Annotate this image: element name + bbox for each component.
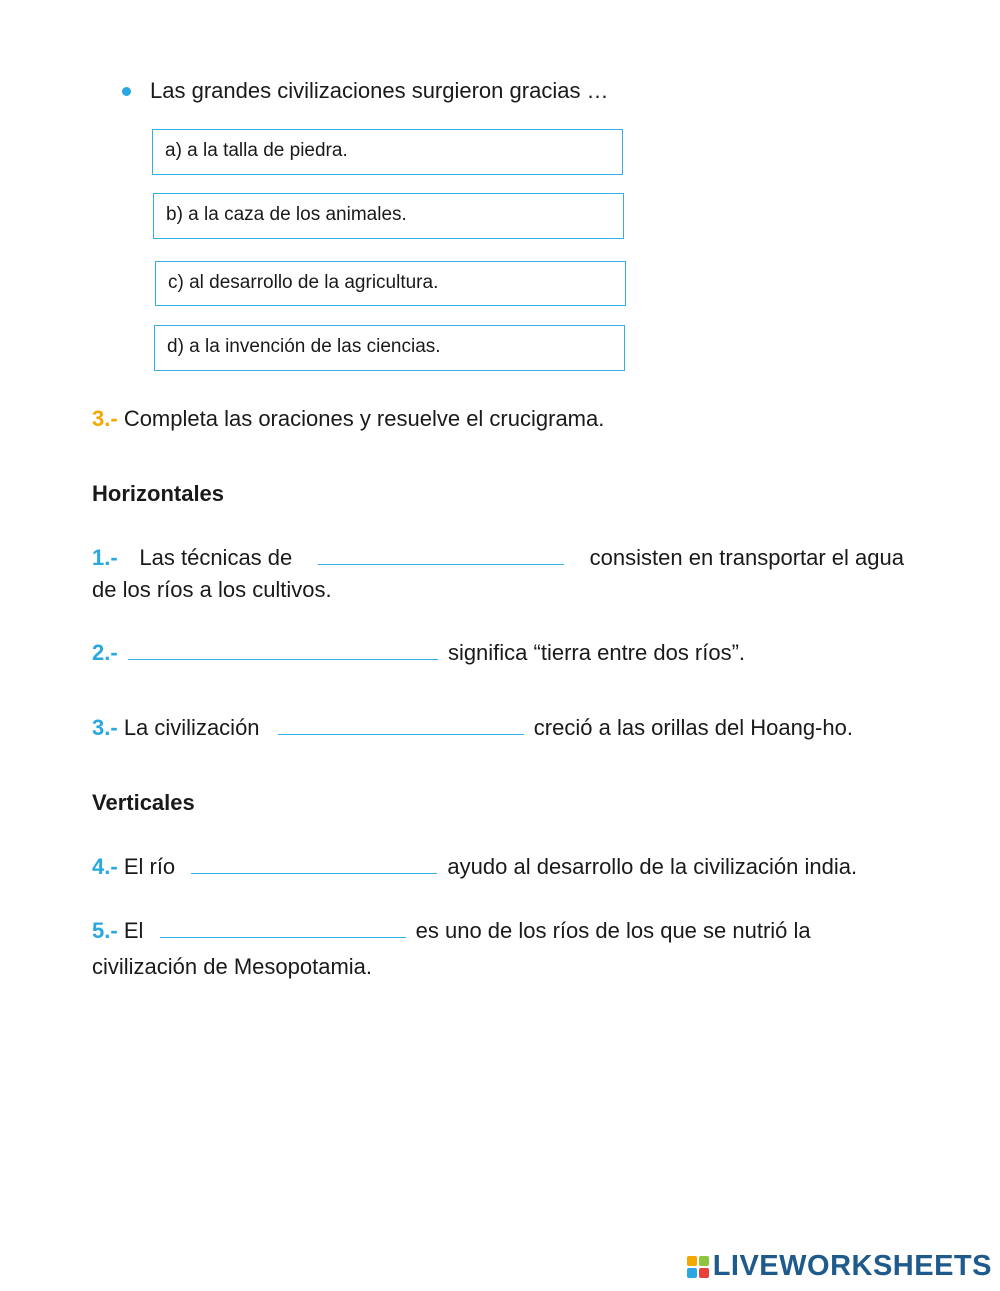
clue-3-line xyxy=(92,712,853,744)
answer-blank-3[interactable] xyxy=(278,712,524,735)
clue-5-line xyxy=(92,915,811,947)
clue-5-number: 5.- xyxy=(92,918,118,943)
bullet-icon xyxy=(122,87,131,96)
answer-blank-2[interactable] xyxy=(128,637,438,660)
clue-4-number: 4.- xyxy=(92,854,118,879)
question-prompt: Las grandes civilizaciones surgieron gracias … xyxy=(150,78,609,103)
logo-text: LIVEWORKSHEETS xyxy=(712,1250,992,1282)
answer-blank-4[interactable] xyxy=(191,851,437,874)
clue-5-after: es uno de los ríos de los que se nutrió la xyxy=(415,918,811,943)
clue-1-after: consisten en transportar el agua xyxy=(589,545,904,570)
question3-number: 3.- xyxy=(92,406,118,431)
clue-1-line xyxy=(92,542,904,574)
option-d[interactable]: d) a la invención de las ciencias. xyxy=(154,325,625,371)
clue-1-number: 1.- xyxy=(92,545,118,570)
clue-2-number: 2.- xyxy=(92,640,118,665)
logo-squares-icon xyxy=(687,1256,709,1278)
answer-blank-5[interactable] xyxy=(160,915,406,938)
clue-2-line xyxy=(92,637,745,669)
option-c[interactable]: c) al desarrollo de la agricultura. xyxy=(155,261,626,306)
clue-3-after: creció a las orillas del Hoang-ho. xyxy=(533,715,853,740)
clue-2-after: significa “tierra entre dos ríos”. xyxy=(447,640,746,665)
horizontales-heading: Horizontales xyxy=(92,481,225,506)
clue-5-continuation: civilización de Mesopotamia. xyxy=(92,954,373,979)
clue-5-before: El xyxy=(123,918,144,943)
answer-blank-1[interactable] xyxy=(318,542,564,565)
question3-line xyxy=(92,403,604,435)
clue-1-before: Las técnicas de xyxy=(139,545,293,570)
option-b[interactable]: b) a la caza de los animales. xyxy=(153,193,624,239)
clue-4-line xyxy=(92,851,857,883)
verticales-heading: Verticales xyxy=(92,790,195,815)
liveworksheets-logo xyxy=(687,1250,992,1283)
clue-1-continuation: de los ríos a los cultivos. xyxy=(92,577,332,602)
option-a[interactable]: a) a la talla de piedra. xyxy=(152,129,623,175)
clue-3-before: La civilización xyxy=(123,715,260,740)
clue-3-number: 3.- xyxy=(92,715,118,740)
clue-4-before: El río xyxy=(123,854,176,879)
clue-4-after: ayudo al desarrollo de la civilización india. xyxy=(447,854,858,879)
question3-text: Completa las oraciones y resuelve el crucigrama. xyxy=(123,406,605,431)
